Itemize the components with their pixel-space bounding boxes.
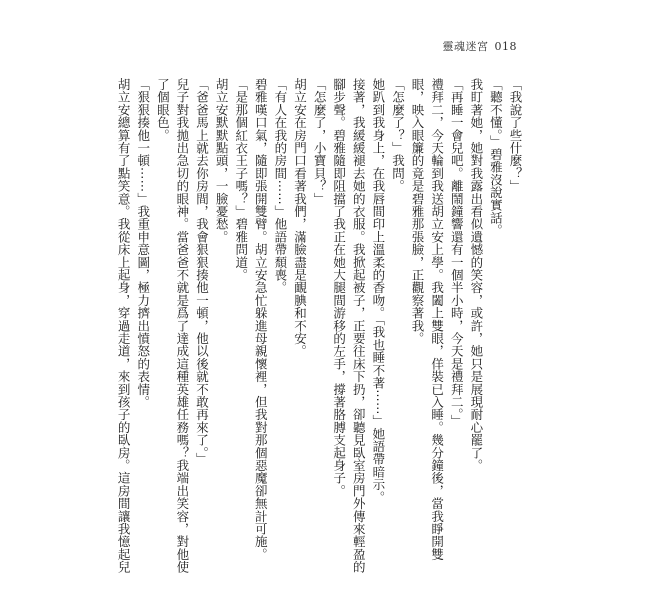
page-number: 018	[494, 40, 517, 53]
text-line: 「聽不懂。」碧雅沒說實話。	[488, 78, 504, 237]
body-text	[114, 78, 525, 574]
text-line: 「怎麼了？」我問。	[390, 78, 406, 193]
text-line: 「怎麼了，小寶貝？」	[312, 78, 328, 205]
text-line: 「再睡一會兒吧。離鬧鐘響還有一個半小時，今天是禮拜二。」	[449, 78, 465, 428]
text-line: 接著，我緩緩褪去她的衣服。我掀起被子，正要往床下扔，卻聽見臥室房門外傳來輕盈的	[351, 78, 367, 574]
text-line: 腳步聲。碧雅隨即阻擋了我正在她大腿間游移的左手，撐著胳膊支起身子。	[331, 78, 347, 498]
text-line: 禮拜二，今天輪到我送胡立安上學。我闔上雙眼，佯裝已入睡。幾分鐘後，當我睜開雙	[429, 78, 445, 561]
text-line: 「是那個紅衣王子嗎？」碧雅問道。	[233, 78, 249, 282]
text-line: 了個眼色。	[155, 78, 171, 142]
text-line: 我盯著她，她對我露出看似遺憾的笑容，或許，她只是展現耐心罷了。	[468, 78, 484, 472]
text-line: 胡立安在房門口看著我們，滿臉盡是靦腆和不安。	[292, 78, 308, 358]
running-header	[437, 38, 518, 54]
text-line: 兒子對我拋出急切的眼神。當爸爸不就是爲了達成這種英雄任務嗎？我端出笑容，對他使	[174, 78, 190, 574]
book-title: 靈魂迷宮	[442, 40, 489, 53]
text-line: 她趴到我身上，在我唇間印上溫柔的香吻。「我也睡不著⋯⋯」她語帶暗示。	[370, 78, 386, 504]
text-line: 「狠狠揍他一頓⋯⋯」我重申意圖，極力擠出憤怒的表情。	[135, 78, 151, 409]
text-line: 「爸爸馬上就去你房間，我會狠狠揍他一頓，他以後就不敢再來了。」	[194, 78, 210, 466]
text-line: 胡立安總算有了點笑意。我從床上起身，穿過走道，來到孩子的臥房。這房間讓我憶起兒	[116, 78, 132, 574]
text-line: 「我說了些什麼？」	[508, 78, 523, 193]
text-line: 碧雅嘆口氣，隨即張開雙臂。胡立安急忙躲進母親懷裡，但我對那個惡魔卻無計可施。	[253, 78, 269, 561]
text-line: 眼，映入眼簾的竟是碧雅那張臉，正觀察著我。	[410, 78, 426, 345]
text-line: 胡立安默默點頭，一臉憂愁。	[214, 78, 230, 244]
text-line: 「有人在我的房間⋯⋯」他語帶頹喪。	[272, 78, 288, 294]
